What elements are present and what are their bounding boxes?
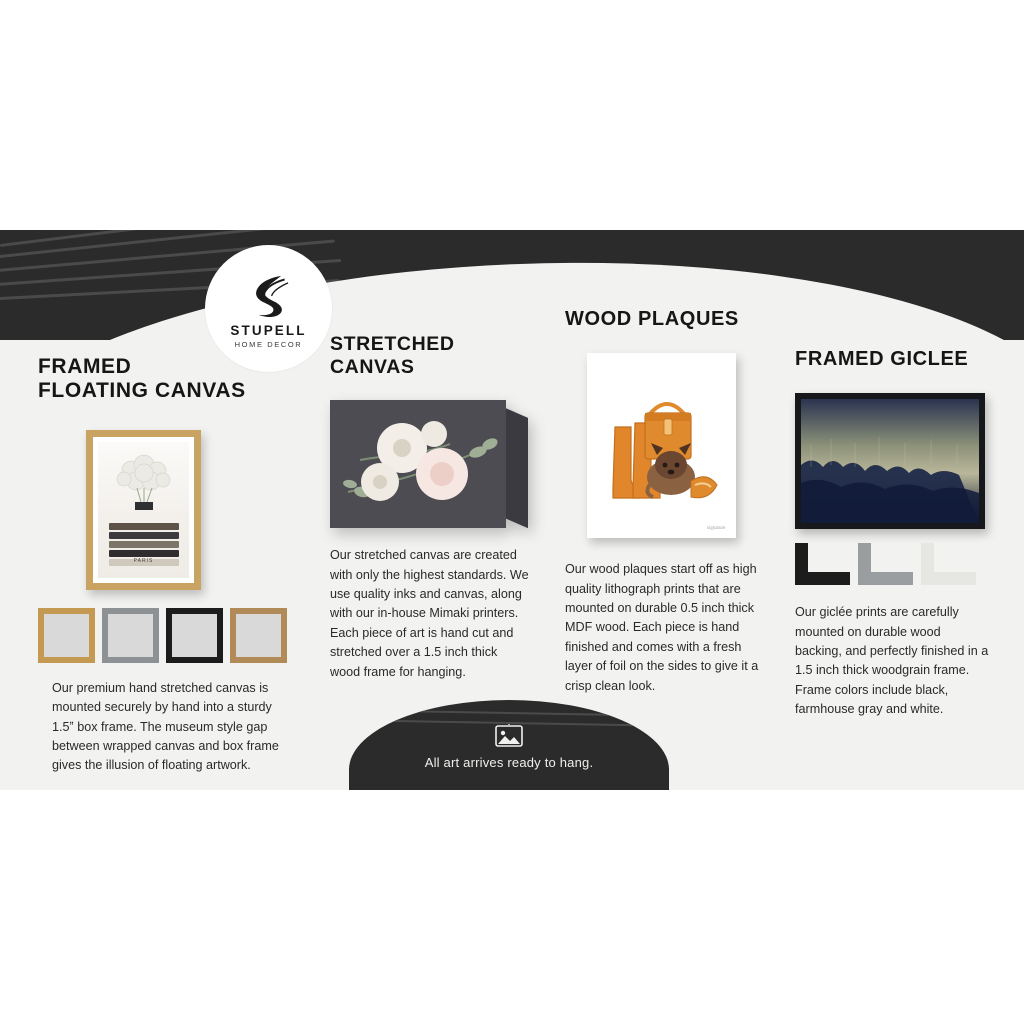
column-framed-floating-canvas xyxy=(38,355,300,776)
gray-corner-sample xyxy=(858,543,913,585)
black-woodgrain-frame xyxy=(795,393,985,529)
stretched-canvas-artwork xyxy=(330,400,544,528)
brand-name: STUPELL xyxy=(230,322,307,338)
gray-frame-swatch xyxy=(102,608,159,663)
book xyxy=(109,550,179,557)
brand-tagline: HOME DECOR xyxy=(234,339,303,349)
artwork-caption: PARIS xyxy=(133,557,154,564)
book xyxy=(109,523,179,530)
column-title-line2: FLOATING CANVAS xyxy=(38,379,246,403)
column-body-text: Our premium hand stretched canvas is mounted securely by hand into a sturdy 1.5ˮ box frame. The museum style gap between wrapped canvas and box frame gives the illusion of floating artwork. xyxy=(52,680,279,773)
frame-corner-samples xyxy=(795,543,995,585)
column-title xyxy=(330,333,544,378)
gold-frame-swatch xyxy=(38,608,95,663)
picture-frame-icon xyxy=(492,721,526,749)
artwork-image xyxy=(801,399,979,523)
column-title-line1: WOOD PLAQUES xyxy=(565,308,739,330)
wood-frame-swatch xyxy=(230,608,287,663)
hydrangea-bouquet-icon xyxy=(107,454,181,516)
column-title-line1: STRETCHED xyxy=(330,333,455,355)
book xyxy=(109,541,179,548)
column-body-text: Our wood plaques start off as high quality lithograph prints that are mounted on durable 0.5 inch thick MDF wood. Each piece is hand finished and comes with a fresh layer of foil on the sides to give it a crisp clean look. xyxy=(565,562,759,693)
top-dark-band xyxy=(0,230,1024,340)
column-title-line2: CANVAS xyxy=(330,355,415,378)
gold-box-frame xyxy=(86,430,201,590)
canvas-side-edge xyxy=(506,408,528,528)
column-title xyxy=(795,348,995,371)
white-corner-sample xyxy=(921,543,976,585)
column-stretched-canvas xyxy=(330,333,544,682)
column-title-line1: FRAMED GICLEE xyxy=(795,348,969,370)
column-body-text: Our giclée prints are carefully mounted on durable wood backing, and perfectly finished in a 1.5 inch thick woodgrain frame. Frame colors include black, farmhouse gray and white. xyxy=(795,605,989,717)
ribbon-text: All art arrives ready to hang. xyxy=(424,755,594,770)
column-title xyxy=(565,308,770,331)
frame-color-swatches xyxy=(38,608,300,663)
ready-to-hang-ribbon xyxy=(349,700,669,790)
black-corner-sample xyxy=(795,543,850,585)
book xyxy=(109,532,179,539)
column-wood-plaques xyxy=(565,308,770,696)
column-framed-giclee xyxy=(795,348,995,720)
svg-text:signature: signature xyxy=(707,526,726,532)
artwork-image xyxy=(98,442,189,578)
column-title-line1: FRAMED xyxy=(38,355,132,378)
dog-with-handbag-and-boots-icon xyxy=(587,353,736,538)
infographic-panel xyxy=(0,230,1024,790)
wood-plaque-artwork xyxy=(587,353,770,538)
stupell-s-logo-icon xyxy=(243,269,295,321)
column-body-text: Our stretched canvas are created with only the highest standards. We use quality inks and canvas, along with our in-house Mimaki printers. Each piece of art is hand cut and stretched over a 1.5 inch thick wood frame for hanging. xyxy=(330,548,529,679)
black-frame-swatch xyxy=(166,608,223,663)
framed-floating-canvas-artwork xyxy=(86,430,300,590)
framed-giclee-artwork xyxy=(795,393,995,585)
canvas-3d xyxy=(330,400,528,528)
artwork-image xyxy=(330,400,506,528)
decorative-stripe xyxy=(359,709,659,716)
brand-logo-badge xyxy=(205,245,332,372)
white-roses-icon xyxy=(330,400,506,528)
artwork-image xyxy=(587,353,736,538)
